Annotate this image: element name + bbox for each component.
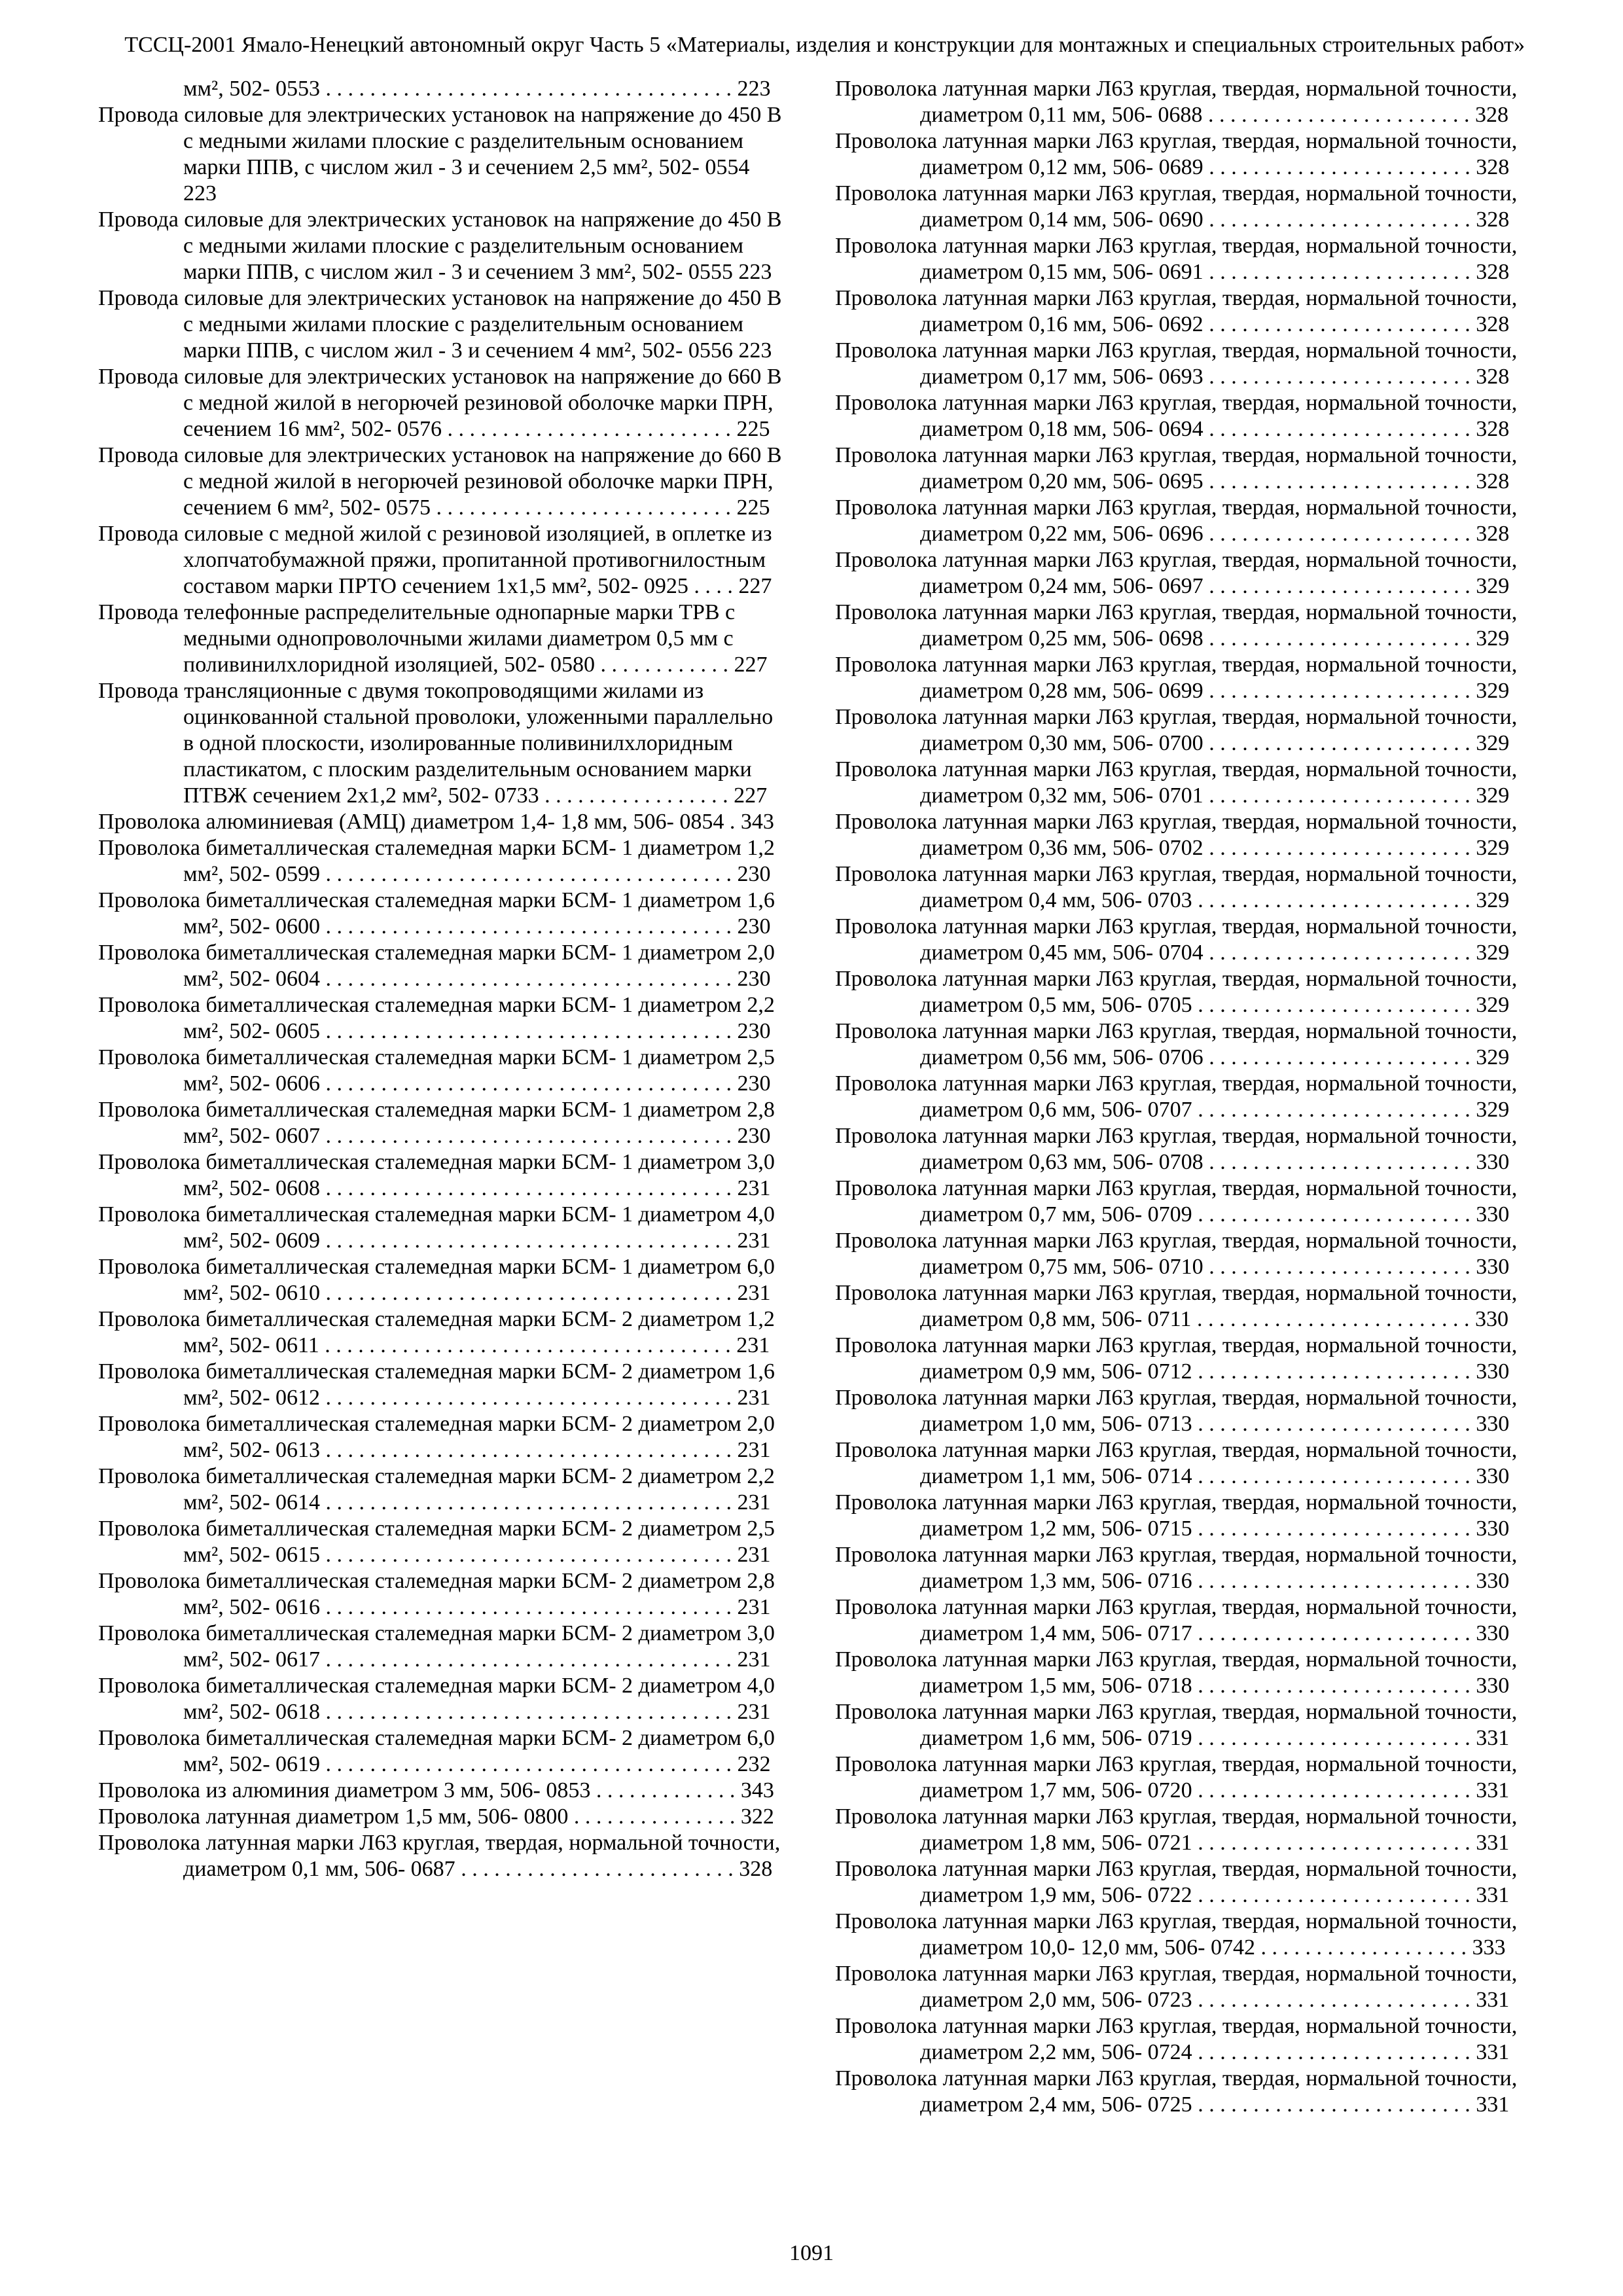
index-entry xyxy=(835,861,1525,914)
index-entry xyxy=(98,1202,788,1254)
entry-text: Проволока биметаллическая сталемедная марки БСМ- 1 диаметром 2,0 мм², 502- 0604 xyxy=(98,941,775,991)
dot-leader: . . . . . . . . . . . . . . . . . . . . . . . . . . . . . . . . . . . . . xyxy=(320,967,738,991)
entry-page-ref: 328 xyxy=(1476,312,1510,336)
entry-page-ref: 328 xyxy=(1476,522,1510,546)
entry-text: Проволока биметаллическая сталемедная марки БСМ- 2 диаметром 2,5 мм², 502- 0615 xyxy=(98,1516,775,1567)
entry-page-ref: 230 xyxy=(737,967,771,991)
entry-page-ref: 225 xyxy=(736,417,770,441)
dot-leader: . . . . . . . . . . . . xyxy=(594,653,734,677)
dot-leader: . . . . . . . . . . . . . . . . . . . . . . . . . xyxy=(1192,1726,1476,1750)
dot-leader: . . . . . . . . . . . . . . . . . . . . . . . . . xyxy=(1192,1516,1476,1541)
entry-page-ref: 330 xyxy=(1476,1621,1510,1645)
dot-leader: . . . . . . . . . . . . . . . . . . . . . . . . . xyxy=(1191,1307,1475,1331)
entry-text: Проволока биметаллическая сталемедная марки БСМ- 1 диаметром 2,2 мм², 502- 0605 xyxy=(98,993,775,1043)
entry-text: Проволока биметаллическая сталемедная марки БСМ- 2 диаметром 4,0 мм², 502- 0618 xyxy=(98,1674,775,1724)
index-entry xyxy=(835,76,1525,128)
index-column-right xyxy=(835,76,1525,2118)
index-entry xyxy=(98,442,788,521)
dot-leader: . . . . . . . . . . . . . . . . . . . . . . . . . xyxy=(1192,1831,1476,1855)
entry-page-ref: 227 xyxy=(738,574,772,598)
index-entry xyxy=(98,364,788,442)
entry-text: Проволока латунная марки Л63 круглая, твердая, нормальной точности, диаметром 1,4 мм, 506- 0717 xyxy=(835,1595,1518,1645)
index-entry xyxy=(98,888,788,940)
dot-leader: . . . . . . . . . . . . . . . . . . . . . . . . . . . . . . . . . . . . . xyxy=(320,1595,738,1619)
entry-text: Проволока латунная марки Л63 круглая, твердая, нормальной точности, диаметром 0,36 мм, 506- 0702 xyxy=(835,810,1518,860)
entry-page-ref: 223 xyxy=(738,338,772,363)
index-entry xyxy=(98,1149,788,1202)
index-entry xyxy=(98,1306,788,1359)
entry-page-ref: 230 xyxy=(737,1019,771,1043)
dot-leader: . . . . . . . . . . . . . . . . . . . . . . . . . . . . . . . . . . . . . xyxy=(320,77,738,101)
entry-text: Проволока латунная марки Л63 круглая, твердая, нормальной точности, диаметром 0,1 мм, 506- 0687 xyxy=(98,1831,781,1881)
entry-text: Проволока латунная марки Л63 круглая, твердая, нормальной точности, диаметром 1,5 мм, 506- 0718 xyxy=(835,1647,1518,1698)
dot-leader: . . . . . . . . . . . . . . . . . . . . . . . . xyxy=(1203,731,1476,755)
dot-leader: . . . . . . . . . . . . . . . . . . . . . . . . xyxy=(1203,260,1476,284)
index-entry xyxy=(835,128,1525,181)
entry-text: Проволока латунная марки Л63 круглая, твердая, нормальной точности, диаметром 0,56 мм, 506- 0706 xyxy=(835,1019,1518,1069)
entry-page-ref: 328 xyxy=(1474,103,1508,127)
entry-page-ref: 227 xyxy=(734,653,768,677)
entry-text: Проволока латунная марки Л63 круглая, твердая, нормальной точности, диаметром 2,0 мм, 506- 0723 xyxy=(835,1962,1518,2012)
entry-text: Проволока латунная марки Л63 круглая, твердая, нормальной точности, диаметром 0,75 мм, 506- 0710 xyxy=(835,1229,1518,1279)
entry-page-ref: 223 xyxy=(737,77,771,101)
index-entry xyxy=(835,600,1525,652)
entry-text: Провода силовые для электрических установок на напряжение до 450 В с медными жилами плоские с разделительным основанием марки ППВ, с числом жил - 3 и сечением 2,5 мм², 502- 0554 xyxy=(98,103,782,179)
index-entry xyxy=(835,914,1525,966)
index-entry xyxy=(98,1778,788,1804)
index-entry xyxy=(98,1568,788,1621)
dot-leader: . . . . . . . . . . . . . xyxy=(590,1778,741,1803)
index-entry xyxy=(835,757,1525,809)
entry-text: Проволока латунная марки Л63 круглая, твердая, нормальной точности, диаметром 1,0 мм, 506- 0713 xyxy=(835,1386,1518,1436)
entry-text: Проволока латунная марки Л63 круглая, твердая, нормальной точности, диаметром 0,22 мм, 506- 0696 xyxy=(835,495,1518,546)
entry-page-ref: 329 xyxy=(1476,574,1510,598)
entry-page-ref: 331 xyxy=(1476,1726,1510,1750)
entry-text: Проволока латунная марки Л63 круглая, твердая, нормальной точности, диаметром 1,7 мм, 506- 0720 xyxy=(835,1752,1518,1803)
entry-text: Проволока латунная марки Л63 круглая, твердая, нормальной точности, диаметром 1,6 мм, 506- 0719 xyxy=(835,1700,1518,1750)
entry-page-ref: 231 xyxy=(737,1281,771,1305)
entry-text: Проволока латунная марки Л63 круглая, твердая, нормальной точности, диаметром 1,1 мм, 506- 0714 xyxy=(835,1438,1518,1488)
index-entry xyxy=(835,2013,1525,2066)
dot-leader: . . . . . . . . . . . . . . . . . . . . . . . . . . . . . . . . . . . . . xyxy=(320,1019,738,1043)
entry-text: Провода силовые для электрических установок на напряжение до 660 В с медной жилой в негорючей резиновой оболочке марки ПРН, сечением 16 мм², 502- 0576 xyxy=(98,365,782,441)
dot-leader: . . . . . . . . . . . . . . . . . xyxy=(539,783,734,808)
entry-text: Провода силовые для электрических установок на напряжение до 450 В с медными жилами плоские с разделительным основанием марки ППВ, с числом жил - 3 и сечением 4 мм², 502- 0556 xyxy=(98,286,782,363)
entry-text: Проволока биметаллическая сталемедная марки БСМ- 2 диаметром 6,0 мм², 502- 0619 xyxy=(98,1726,775,1776)
index-entry xyxy=(835,442,1525,495)
dot-leader: . . . . . . . . . . . . . . . xyxy=(568,1804,741,1829)
entry-text: Проволока латунная марки Л63 круглая, твердая, нормальной точности, диаметром 0,6 мм, 506- 0707 xyxy=(835,1071,1518,1122)
dot-leader: . . . . . . . . . . . . . . . . . . . . . . . . . . . . . . . . . . . . . xyxy=(320,1386,738,1410)
index-entry xyxy=(98,285,788,364)
dot-leader: . . . . . . . . . . . . . . . . . . . . . . . . . xyxy=(1192,888,1476,912)
entry-text: Проволока латунная марки Л63 круглая, твердая, нормальной точности, диаметром 0,5 мм, 506- 0705 xyxy=(835,967,1518,1017)
entry-text: Проволока латунная марки Л63 круглая, твердая, нормальной точности, диаметром 1,8 мм, 506- 0721 xyxy=(835,1804,1518,1855)
index-entry xyxy=(835,181,1525,233)
entry-text: Проволока латунная марки Л63 круглая, твердая, нормальной точности, диаметром 0,16 мм, 506- 0692 xyxy=(835,286,1518,336)
dot-leader: . . . . . . . . . . . . . . . . . . . . . . . . . xyxy=(1192,2040,1476,2064)
index-entry xyxy=(835,1071,1525,1123)
index-entry xyxy=(835,338,1525,390)
dot-leader: . . . . . . . . . . . . . . . . . . . . . . . . . xyxy=(1192,1359,1476,1384)
dot-leader: . . . . . . . . . . . . . . . . . . . . . . . . xyxy=(1203,469,1476,493)
entry-text: Провода силовые с медной жилой с резиновой изоляцией, в оплетке из хлопчатобумажной пряжи, пропитанной противогнилостным составом марки ПРТО сечением 1х1,5 мм², 502- 0925 xyxy=(98,522,772,598)
entry-text: Проволока биметаллическая сталемедная марки БСМ- 2 диаметром 2,2 мм², 502- 0614 xyxy=(98,1464,775,1515)
index-entry xyxy=(835,1647,1525,1699)
entry-page-ref: 329 xyxy=(1476,888,1510,912)
dot-leader: . . . . . . . . . . . . . . . . . . . . . . . . xyxy=(1203,574,1476,598)
dot-leader: . . . . . . . . . . . . . . . . . . . . . . . . . . . . . . . . . . . . . xyxy=(319,1333,737,1357)
entry-text: Проволока латунная марки Л63 круглая, твердая, нормальной точности, диаметром 0,12 мм, 506- 0689 xyxy=(835,129,1518,179)
entry-page-ref: 343 xyxy=(740,1778,774,1803)
entry-page-ref: 231 xyxy=(737,1700,771,1724)
entry-text: Проволока биметаллическая сталемедная марки БСМ- 1 диаметром 2,5 мм², 502- 0606 xyxy=(98,1045,775,1096)
entry-text: Проволока биметаллическая сталемедная марки БСМ- 2 диаметром 2,0 мм², 502- 0613 xyxy=(98,1412,775,1462)
entry-page-ref: 329 xyxy=(1476,993,1510,1017)
entry-text: Проволока латунная марки Л63 круглая, твердая, нормальной точности, диаметром 1,2 мм, 506- 0715 xyxy=(835,1490,1518,1541)
entry-text: Провода силовые для электрических установок на напряжение до 660 В с медной жилой в негорючей резиновой оболочке марки ПРН, сечением 6 мм², 502- 0575 xyxy=(98,443,782,520)
entry-page-ref: 328 xyxy=(1476,365,1510,389)
dot-leader: . . . . . . . . . . . . . . . . . . . xyxy=(1255,1935,1472,1960)
entry-page-ref: 231 xyxy=(737,1386,771,1410)
entry-page-ref: 231 xyxy=(737,1229,771,1253)
entry-page-ref: 330 xyxy=(1476,1150,1510,1174)
entry-text: Проволока биметаллическая сталемедная марки БСМ- 1 диаметром 3,0 мм², 502- 0608 xyxy=(98,1150,775,1200)
index-entry xyxy=(98,1516,788,1568)
index-entry xyxy=(98,600,788,678)
entry-text: Проволока биметаллическая сталемедная марки БСМ- 1 диаметром 6,0 мм², 502- 0610 xyxy=(98,1255,775,1305)
entry-page-ref: 329 xyxy=(1476,1045,1510,1069)
index-entry xyxy=(98,1097,788,1149)
dot-leader: . . . . . . . . . . . . . . . . . . . . . . . . xyxy=(1203,1045,1476,1069)
index-entry xyxy=(835,966,1525,1018)
entry-text: Провода силовые для электрических установок на напряжение до 450 В с медными жилами плоские с разделительным основанием марки ППВ, с числом жил - 3 и сечением 3 мм², 502- 0555 xyxy=(98,207,782,284)
index-entry xyxy=(98,1621,788,1673)
entry-page-ref: 330 xyxy=(1476,1202,1510,1227)
dot-leader: . . . . . . . . . . . . . . . . . . . . . . . . . . . . . . . . . . . . . xyxy=(320,1490,738,1515)
index-entry xyxy=(835,1490,1525,1542)
entry-text: Провода трансляционные с двумя токопроводящими жилами из оцинкованной стальной проволоки, уложенными параллельно в одной плоскости, изолированные поливинилхлоридным пластикатом, с плоским разделительным основанием марки ПТВЖ сечением 2х1,2 мм², 502- 0733 xyxy=(98,679,774,808)
entry-page-ref: 331 xyxy=(1476,1988,1510,2012)
entry-page-ref: 331 xyxy=(1476,1778,1510,1803)
entry-page-ref: 230 xyxy=(737,1071,771,1096)
dot-leader: . . . . . . . . . . . . . . . . . . . . . . . . . . xyxy=(441,417,737,441)
entry-text: Проволока латунная марки Л63 круглая, твердая, нормальной точности, диаметром 10,0- 12,0 мм, 506- 0742 xyxy=(835,1909,1518,1960)
index-entry xyxy=(835,1699,1525,1751)
entry-page-ref: 333 xyxy=(1472,1935,1506,1960)
entry-page-ref: 227 xyxy=(734,783,768,808)
entry-text: Проволока латунная диаметром 1,5 мм, 506- 0800 xyxy=(98,1804,569,1829)
entry-text: Проволока латунная марки Л63 круглая, твердая, нормальной точности, диаметром 1,3 мм, 506- 0716 xyxy=(835,1543,1518,1593)
dot-leader: . xyxy=(724,810,741,834)
dot-leader: . . . . . . . . . . . . . . . . . . . . . . . . xyxy=(1203,679,1476,703)
dot-leader: . . . . . . . . . . . . . . . . . . . . . . . . . xyxy=(1192,1883,1476,1907)
entry-text: Проволока из алюминия диаметром 3 мм, 506- 0853 xyxy=(98,1778,591,1803)
entry-page-ref: 223 xyxy=(183,181,217,206)
index-entry xyxy=(98,102,788,207)
index-entry xyxy=(835,2066,1525,2118)
entry-page-ref: 231 xyxy=(737,1490,771,1515)
dot-leader: . . . . . . . . . . . . . . . . . . . . . . . . . xyxy=(1192,1988,1476,2012)
page-number: 1091 xyxy=(789,2241,834,2265)
dot-leader: . . . . . . . . . . . . . . . . . . . . . . . . . . . . . . . . . . . . . xyxy=(320,1124,738,1148)
entry-page-ref: 230 xyxy=(737,862,771,886)
entry-page-ref: 328 xyxy=(1476,469,1510,493)
entry-text: Проволока латунная марки Л63 круглая, твердая, нормальной точности, диаметром 0,11 мм, 506- 0688 xyxy=(835,77,1518,127)
dot-leader: . . . . . . . . . . . . . . . . . . . . . . . . xyxy=(1203,941,1476,965)
index-entry xyxy=(98,207,788,285)
index-entry xyxy=(835,1228,1525,1280)
entry-text: Проволока латунная марки Л63 круглая, твердая, нормальной точности, диаметром 1,9 мм, 506- 0722 xyxy=(835,1857,1518,1907)
index-entry xyxy=(835,1018,1525,1071)
entry-text: Проволока биметаллическая сталемедная марки БСМ- 1 диаметром 1,6 мм², 502- 0600 xyxy=(98,888,775,939)
index-entry xyxy=(835,1594,1525,1647)
dot-leader: . . . . . . . . . . . . . . . . . . . . . . . . . . . . . . . . . . . . . xyxy=(320,1176,738,1200)
index-entry xyxy=(835,652,1525,704)
entry-text: Проволока латунная марки Л63 круглая, твердая, нормальной точности, диаметром 2,2 мм, 506- 0724 xyxy=(835,2014,1518,2064)
entry-text: Проволока латунная марки Л63 круглая, твердая, нормальной точности, диаметром 0,17 мм, 506- 0693 xyxy=(835,338,1518,389)
entry-text: Проволока латунная марки Л63 круглая, твердая, нормальной точности, диаметром 0,28 мм, 506- 0699 xyxy=(835,653,1518,703)
entry-text: Проволока латунная марки Л63 круглая, твердая, нормальной точности, диаметром 0,32 мм, 506- 0701 xyxy=(835,757,1518,808)
entry-text: Проволока латунная марки Л63 круглая, твердая, нормальной точности, диаметром 0,25 мм, 506- 0698 xyxy=(835,600,1518,651)
index-entry xyxy=(835,1175,1525,1228)
index-entry xyxy=(98,992,788,1045)
entry-page-ref: 231 xyxy=(737,1438,771,1462)
entry-page-ref: 330 xyxy=(1476,1255,1510,1279)
entry-text: Проволока биметаллическая сталемедная марки БСМ- 2 диаметром 1,2 мм², 502- 0611 xyxy=(98,1307,775,1357)
dot-leader: . . . . . . . . . . . . . . . . . . . . . . . . . xyxy=(1192,993,1476,1017)
entry-page-ref: 232 xyxy=(737,1752,771,1776)
dot-leader: . . . . . . . . . . . . . . . . . . . . . . . . . xyxy=(455,1857,740,1881)
index-entry xyxy=(98,940,788,992)
page-footer xyxy=(0,2241,1623,2266)
index-entry xyxy=(98,521,788,600)
index-entry xyxy=(835,1804,1525,1856)
index-entry xyxy=(98,1725,788,1778)
index-entry xyxy=(98,1411,788,1463)
index-entry xyxy=(835,1856,1525,1909)
index-entry xyxy=(835,390,1525,442)
dot-leader: . . . . . . . . . . . . . . . . . . . . . . . . xyxy=(1203,626,1476,651)
index-entry xyxy=(98,809,788,835)
dot-leader: . . . . . . . . . . . . . . . . . . . . . . . . xyxy=(1203,417,1476,441)
entry-text: Проволока латунная марки Л63 круглая, твердая, нормальной точности, диаметром 0,30 мм, 506- 0700 xyxy=(835,705,1518,755)
dot-leader: . . . . . . . . . . . . . . . . . . . . . . . . . xyxy=(1192,1412,1476,1436)
dot-leader: . . . . . . . . . . . . . . . . . . . . . . . . . . . . . . . . . . . . . xyxy=(320,1281,738,1305)
dot-leader: . . . . . . . . . . . . . . . . . . . . . . . . xyxy=(1203,155,1476,179)
entry-page-ref: 231 xyxy=(737,1647,771,1672)
dot-leader: . . . . . . . . . . . . . . . . . . . . . . . . xyxy=(1203,783,1476,808)
dot-leader: . . . . . . . . . . . . . . . . . . . . . . . . . . . . . . . . . . . . . xyxy=(320,1700,738,1724)
dot-leader: . . . . . . . . . . . . . . . . . . . . . . . . . . . . . . . . . . . . . xyxy=(320,1071,738,1096)
entry-text: Проволока латунная марки Л63 круглая, твердая, нормальной точности, диаметром 0,7 мм, 506- 0709 xyxy=(835,1176,1518,1227)
dot-leader: . . . . . . . . . . . . . . . . . . . . . . . . . . . . . . . . . . . . . xyxy=(320,914,738,939)
index-entry xyxy=(835,495,1525,547)
entry-page-ref: 328 xyxy=(1476,155,1510,179)
entry-text: Проволока латунная марки Л63 круглая, твердая, нормальной точности, диаметром 0,45 мм, 506- 0704 xyxy=(835,914,1518,965)
dot-leader: . . . . . . . . . . . . . . . . . . . . . . . . . xyxy=(1192,1621,1476,1645)
index-entry xyxy=(98,76,788,102)
dot-leader: . . . . . . . . . . . . . . . . . . . . . . . . . xyxy=(1192,1202,1476,1227)
entry-page-ref: 329 xyxy=(1476,783,1510,808)
entry-page-ref: 328 xyxy=(1476,207,1510,232)
entry-page-ref: 328 xyxy=(1476,260,1510,284)
entry-page-ref: 231 xyxy=(736,1333,770,1357)
entry-text: Проволока латунная марки Л63 круглая, твердая, нормальной точности, диаметром 0,20 мм, 506- 0695 xyxy=(835,443,1518,493)
index-entry xyxy=(835,704,1525,757)
entry-page-ref: 231 xyxy=(737,1595,771,1619)
entry-page-ref: 230 xyxy=(737,914,771,939)
entry-page-ref: 330 xyxy=(1476,1464,1510,1488)
dot-leader: . . . . . . . . . . . . . . . . . . . . . . . . . . . . . . . . . . . . . xyxy=(320,1543,738,1567)
entry-page-ref: 223 xyxy=(738,260,772,284)
index-entry xyxy=(835,1542,1525,1594)
index-entry xyxy=(835,1280,1525,1333)
index-entry xyxy=(835,1385,1525,1437)
dot-leader: . . . . xyxy=(688,574,739,598)
entry-page-ref: 225 xyxy=(736,495,770,520)
entry-page-ref: 322 xyxy=(740,1804,774,1829)
dot-leader: . . . . . . . . . . . . . . . . . . . . . . . . . . . . . . . . . . . . . xyxy=(320,862,738,886)
entry-page-ref: 231 xyxy=(737,1543,771,1567)
entry-text: Проволока латунная марки Л63 круглая, твердая, нормальной точности, диаметром 0,24 мм, 506- 0697 xyxy=(835,548,1518,598)
entry-text: Проволока латунная марки Л63 круглая, твердая, нормальной точности, диаметром 2,4 мм, 506- 0725 xyxy=(835,2066,1518,2117)
entry-text: Проволока биметаллическая сталемедная марки БСМ- 1 диаметром 2,8 мм², 502- 0607 xyxy=(98,1098,775,1148)
entry-text: Проволока биметаллическая сталемедная марки БСМ- 1 диаметром 1,2 мм², 502- 0599 xyxy=(98,836,775,886)
entry-page-ref: 331 xyxy=(1476,2040,1510,2064)
entry-text: Проволока латунная марки Л63 круглая, твердая, нормальной точности, диаметром 0,14 мм, 506- 0690 xyxy=(835,181,1518,232)
entry-text: Проволока латунная марки Л63 круглая, твердая, нормальной точности, диаметром 0,15 мм, 506- 0691 xyxy=(835,234,1518,284)
entry-page-ref: 330 xyxy=(1474,1307,1508,1331)
entry-page-ref: 330 xyxy=(1476,1569,1510,1593)
index-entry xyxy=(835,1751,1525,1804)
dot-leader: . . . . . . . . . . . . . . . . . . . . . . . . xyxy=(1203,365,1476,389)
dot-leader: . . . . . . . . . . . . . . . . . . . . . . . . . xyxy=(1192,1098,1476,1122)
entry-text: Проволока алюминиевая (АМЦ) диаметром 1,4- 1,8 мм, 506- 0854 xyxy=(98,810,724,834)
index-entry xyxy=(98,1254,788,1306)
entry-page-ref: 328 xyxy=(739,1857,773,1881)
entry-page-ref: 343 xyxy=(740,810,774,834)
index-entry xyxy=(835,233,1525,285)
header-title: ТССЦ-2001 Ямало-Ненецкий автономный округ Часть 5 «Материалы, изделия и конструкции для монтажных и специальных строительных работ» xyxy=(124,33,1525,57)
index-entry xyxy=(835,285,1525,338)
entry-text: Проволока биметаллическая сталемедная марки БСМ- 2 диаметром 3,0 мм², 502- 0617 xyxy=(98,1621,775,1672)
entry-page-ref: 329 xyxy=(1476,836,1510,860)
entry-text: Провода телефонные распределительные однопарные марки ТРВ с медными однопроволочными жилами диаметром 0,5 мм с поливинилхлоридной изоляцией, 502- 0580 xyxy=(98,600,736,677)
dot-leader: . . . . . . . . . . . . . . . . . . . . . . . . . . . . . . . . . . . . . xyxy=(320,1229,738,1253)
index-entry xyxy=(835,1333,1525,1385)
index-entry xyxy=(835,1123,1525,1175)
index-entry xyxy=(835,1437,1525,1490)
dot-leader: . . . . . . . . . . . . . . . . . . . . . . . . . xyxy=(1192,2092,1476,2117)
entry-text: Проволока биметаллическая сталемедная марки БСМ- 2 диаметром 2,8 мм², 502- 0616 xyxy=(98,1569,775,1619)
entry-text: Проволока латунная марки Л63 круглая, твердая, нормальной точности, диаметром 0,8 мм, 506- 0711 xyxy=(835,1281,1518,1331)
entry-page-ref: 330 xyxy=(1476,1412,1510,1436)
dot-leader: . . . . . . . . . . . . . . . . . . . . . . . . . xyxy=(1192,1569,1476,1593)
entry-page-ref: 329 xyxy=(1476,941,1510,965)
entry-page-ref: 329 xyxy=(1476,731,1510,755)
entry-page-ref: 329 xyxy=(1476,626,1510,651)
entry-page-ref: 330 xyxy=(1476,1359,1510,1384)
index-columns xyxy=(98,76,1525,2118)
entry-text: Проволока латунная марки Л63 круглая, твердая, нормальной точности, диаметром 0,63 мм, 506- 0708 xyxy=(835,1124,1518,1174)
index-entry xyxy=(835,1909,1525,1961)
index-entry xyxy=(98,1673,788,1725)
entry-text: Проволока латунная марки Л63 круглая, твердая, нормальной точности, диаметром 0,9 мм, 506- 0712 xyxy=(835,1333,1518,1384)
entry-page-ref: 330 xyxy=(1476,1674,1510,1698)
dot-leader: . . . . . . . . . . . . . . . . . . . . . . . . . . . . . . . . . . . . . xyxy=(320,1647,738,1672)
entry-page-ref: 230 xyxy=(737,1124,771,1148)
index-entry xyxy=(835,547,1525,600)
dot-leader: . . . . . . . . . . . . . . . . . . . . . . . . . xyxy=(1192,1464,1476,1488)
index-entry xyxy=(98,1045,788,1097)
dot-leader: . . . . . . . . . . . . . . . . . . . . . . . . xyxy=(1203,522,1476,546)
entry-page-ref: 331 xyxy=(1476,2092,1510,2117)
index-entry xyxy=(98,1804,788,1830)
page-header xyxy=(98,31,1525,59)
index-entry xyxy=(98,678,788,809)
entry-page-ref: 329 xyxy=(1476,1098,1510,1122)
dot-leader: . . . . . . . . . . . . . . . . . . . . . . . . . . . . . . . . . . . . . xyxy=(320,1438,738,1462)
dot-leader: . . . . . . . . . . . . . . . . . . . . . . . . xyxy=(1203,312,1476,336)
entry-text: Проволока биметаллическая сталемедная марки БСМ- 1 диаметром 4,0 мм², 502- 0609 xyxy=(98,1202,775,1253)
entry-text: Проволока латунная марки Л63 круглая, твердая, нормальной точности, диаметром 0,4 мм, 506- 0703 xyxy=(835,862,1518,912)
index-entry xyxy=(835,1961,1525,2013)
dot-leader: . . . . . . . . . . . . . . . . . . . . . . . . xyxy=(1203,1255,1476,1279)
entry-text: мм², 502- 0553 xyxy=(183,77,321,101)
entry-page-ref: 331 xyxy=(1476,1831,1510,1855)
index-entry xyxy=(98,1463,788,1516)
index-entry xyxy=(835,809,1525,861)
index-entry xyxy=(98,1830,788,1882)
dot-leader: . . . . . . . . . . . . . . . . . . . . . . . . . xyxy=(1192,1674,1476,1698)
dot-leader: . . . . . . . . . . . . . . . . . . . . . . . . . . . . . . . . . . . . . xyxy=(320,1752,738,1776)
index-entry xyxy=(98,835,788,888)
entry-page-ref: 231 xyxy=(737,1176,771,1200)
dot-leader: . . . . . . . . . . . . . . . . . . . . . . . . xyxy=(1202,103,1475,127)
dot-leader: . . . . . . . . . . . . . . . . . . . . . . . . . . . xyxy=(430,495,737,520)
entry-page-ref: 330 xyxy=(1476,1516,1510,1541)
dot-leader: . . . . . . . . . . . . . . . . . . . . . . . . . xyxy=(1192,1778,1476,1803)
dot-leader: . . . . . . . . . . . . . . . . . . . . . . . . xyxy=(1203,836,1476,860)
dot-leader: . . . . . . . . . . . . . . . . . . . . . . . . xyxy=(1203,207,1476,232)
index-entry xyxy=(98,1359,788,1411)
entry-page-ref: 328 xyxy=(1476,417,1510,441)
dot-leader: . . . . . . . . . . . . . . . . . . . . . . . . xyxy=(1203,1150,1476,1174)
index-column-left xyxy=(98,76,788,1882)
entry-text: Проволока биметаллическая сталемедная марки БСМ- 2 диаметром 1,6 мм², 502- 0612 xyxy=(98,1359,775,1410)
entry-page-ref: 329 xyxy=(1476,679,1510,703)
entry-page-ref: 331 xyxy=(1476,1883,1510,1907)
entry-text: Проволока латунная марки Л63 круглая, твердая, нормальной точности, диаметром 0,18 мм, 506- 0694 xyxy=(835,391,1518,441)
